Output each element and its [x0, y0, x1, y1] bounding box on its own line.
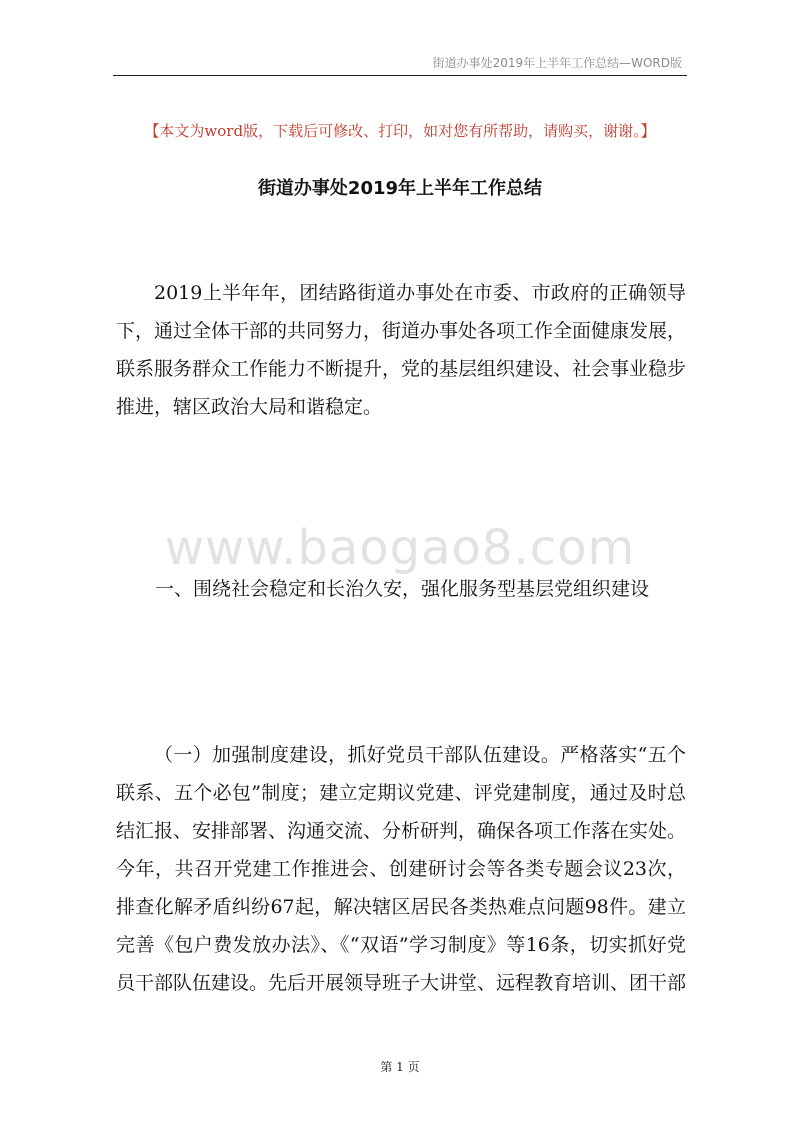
section-heading-1: 一、围绕社会稳定和长治久安，强化服务型基层党组织建设	[155, 578, 650, 600]
intro-paragraph: 2019上半年年，团结路街道办事处在市委、市政府的正确领导下，通过全体干部的共同努力，街道办事处各项工作全面健康发展，联系服务群众工作能力不断提升，党的基层组织建设、社会事业稳步推进，辖区政治大局和谐稳定。	[116, 282, 687, 418]
header-divider	[113, 75, 687, 76]
subsection-paragraph-1: （一）加强制度建设，抓好党员干部队伍建设。严格落实“五个联系、五个必包”制度；建立定期议党建、评党建制度，通过及时总结汇报、安排部署、沟通交流、分析研判，确保各项工作落在实处。今年，共召开党建工作推进会、创建研讨会等各类专题会议23次，排查化解矛盾纠纷67起，解决辖区居民各类热难点问题98件。建立完善《包户费发放办法》、《“双语”学习制度》等16条，切实抓好党员干部队伍建设。先后开展领导班子大讲堂、远程教育培训、团干部	[116, 744, 687, 994]
purchase-notice: 【本文为word版，下载后可修改、打印，如对您有所帮助，请购买，谢谢。】	[144, 122, 656, 140]
running-header: 街道办事处2019年上半年工作总结—WORD版	[432, 56, 682, 70]
page-number: 第 1 页	[380, 1060, 420, 1074]
site-watermark: www.baogao8.com	[164, 520, 636, 576]
document-title: 街道办事处2019年上半年工作总结	[257, 178, 543, 199]
